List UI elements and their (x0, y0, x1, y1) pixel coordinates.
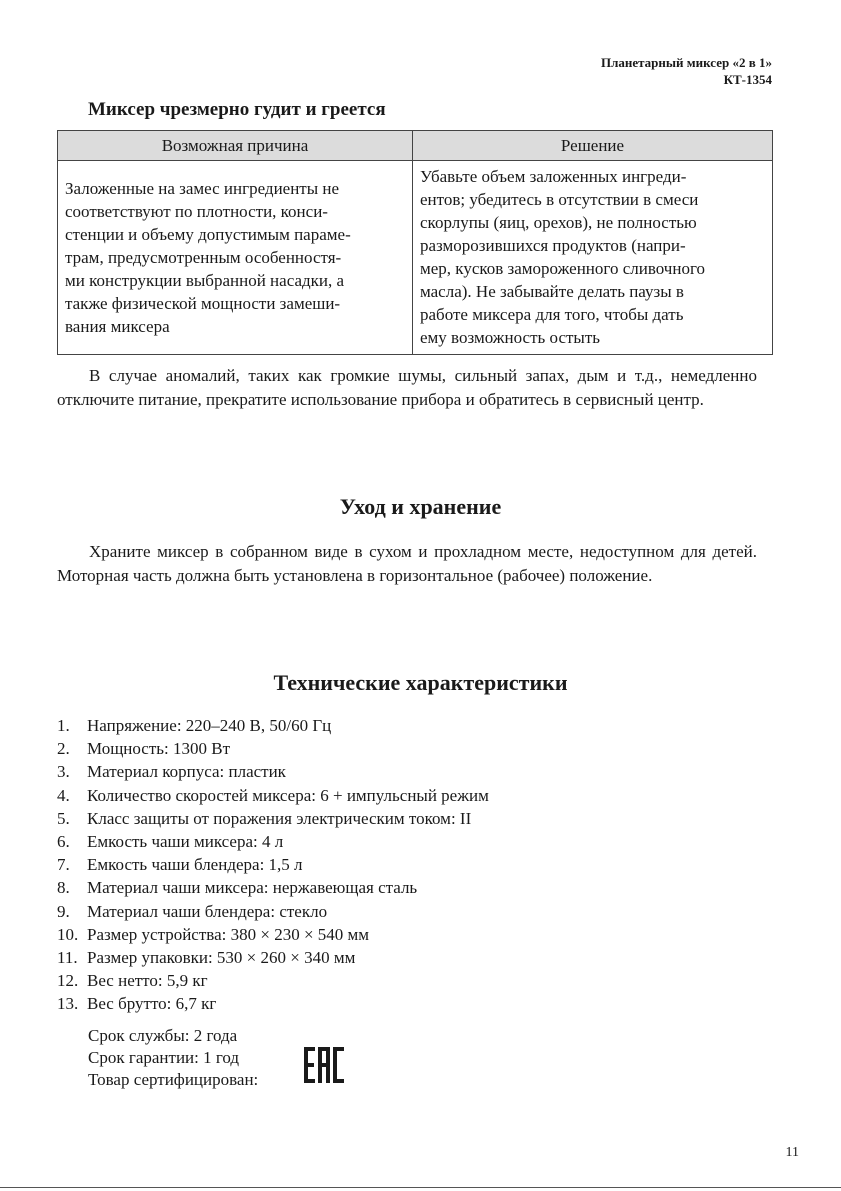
list-item: 9. Материал чаши блендера: стекло (57, 901, 328, 921)
list-item: 6. Емкость чаши миксера: 4 л (57, 832, 284, 852)
cause-line: соответствуют по плотности, конси- (65, 202, 328, 221)
anomaly-paragraph: В случае аномалий, таких как громкие шумы, сильный запах, дым и т.д., немедленно отключите питание, прекратите использование прибора и обратитесь в сервисный центр. (57, 366, 757, 409)
table-header-row (58, 131, 773, 161)
list-item: 2. Мощность: 1300 Вт (57, 739, 231, 759)
specs-list (57, 714, 489, 1016)
care-title: Уход и хранение (339, 494, 502, 519)
list-item: 8. Материал чаши миксера: нержавеющая сталь (57, 878, 418, 898)
solution-line: скорлупы (яиц, орехов), не полностью (420, 213, 697, 232)
service-life: Срок службы: 2 года (88, 1026, 238, 1045)
service-info (88, 1025, 258, 1091)
header-cause: Возможная причина (58, 131, 413, 161)
bottom-rule (0, 1187, 841, 1188)
cause-line: стенции и объему допустимым параме- (65, 225, 351, 244)
care-paragraph: Храните миксер в собранном виде в сухом и прохладном месте, недоступном для детей. Моторная часть должна быть установлена в горизонтальное (рабочее) положение. (57, 542, 757, 585)
solution-cell (413, 161, 773, 355)
cause-cell (58, 161, 413, 355)
list-item: 12. Вес нетто: 5,9 кг (57, 971, 208, 991)
cause-line: ми конструкции выбранной насадки, а (65, 271, 345, 290)
header-solution: Решение (413, 131, 773, 161)
warranty-period: Срок гарантии: 1 год (88, 1048, 240, 1067)
solution-line: масла). Не забывайте делать паузы в (420, 282, 684, 301)
eac-mark-icon (303, 1046, 345, 1084)
list-item: 11. Размер упаковки: 530 × 260 × 340 мм (57, 948, 356, 968)
solution-line: разморозившихся продуктов (напри- (420, 236, 686, 255)
cause-line: Заложенные на замес ингредиенты не (65, 179, 340, 198)
solution-line: работе миксера для того, чтобы дать (420, 305, 684, 324)
document-header (601, 54, 772, 88)
cause-line: также физической мощности замеши- (65, 294, 341, 313)
list-item: 3. Материал корпуса: пластик (57, 762, 286, 782)
table-row (58, 161, 773, 355)
list-item: 7. Емкость чаши блендера: 1,5 л (57, 855, 303, 875)
specs-title: Технические характеристики (273, 670, 568, 695)
solution-line: ему возможность остыть (420, 328, 601, 347)
solution-line: мер, кусков замороженного сливочного (420, 259, 705, 278)
page-number: 11 (785, 1145, 799, 1160)
cause-line: вания миксера (65, 317, 170, 336)
certified-label: Товар сертифицирован: (88, 1070, 259, 1089)
list-item: 4. Количество скоростей миксера: 6 + импульсный режим (57, 785, 489, 805)
list-item: 10. Размер устройства: 380 × 230 × 540 мм (57, 924, 370, 944)
cause-line: трам, предусмотренным особенностя- (65, 248, 342, 267)
product-name: Планетарный миксер «2 в 1» (600, 55, 772, 70)
list-item: 5. Класс защиты от поражения электрическим током: II (57, 808, 472, 828)
solution-line: ентов; убедитесь в отсутствии в смеси (420, 190, 699, 209)
troubleshooting-table (57, 130, 773, 355)
list-item: 1. Напряжение: 220–240 В, 50/60 Гц (57, 716, 332, 735)
problem-title: Миксер чрезмерно гудит и греется (88, 99, 386, 120)
solution-line: Убавьте объем заложенных ингреди- (420, 167, 687, 186)
list-item: 13. Вес брутто: 6,7 кг (57, 994, 217, 1014)
model-number: КТ-1354 (723, 72, 772, 87)
